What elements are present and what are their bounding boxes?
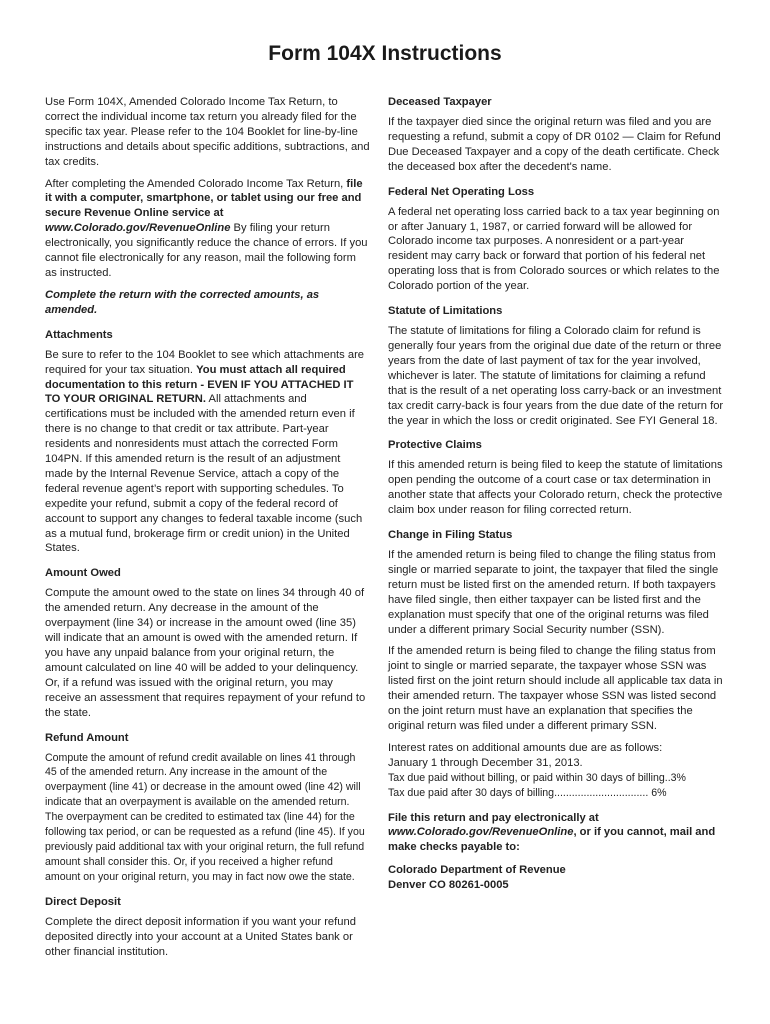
statute-paragraph: The statute of limitations for filing a Colorado claim for refund is generally four years from the original due date of the return or three years from the date of last payment of tax for the year involved, whichever is later. The statute of limitations for claiming a refund that is the result of a net operating loss carry-back or an investment tax credit carry-back is four years from the due date of the return for the year in which the loss or credit originated. See FYI General 18. bbox=[388, 325, 724, 427]
attachments-text-a: Be sure to refer to the 104 Booklet to see which attachments are required for your tax situation. bbox=[45, 348, 365, 376]
attachments-text-c: All attachments and certifications must be included with the amended return even if there is no change to that credit or tax attribute. Part-year residents and nonresidents must attach the corrected Form 104PN. If this amended return is the result of an adjustment made by the Internal Revenue Service, attach a copy of the federal revenue agent’s report with supporting schedules. To expedite your refund, submit a copy of the federal record of account to support any changes to federal taxable income (such as a mutual fund, brokerage firm or credit union) in the United States. bbox=[45, 393, 363, 555]
revenue-online-link[interactable]: www.Colorado.gov/RevenueOnline bbox=[45, 222, 231, 235]
direct-deposit-paragraph: Complete the direct deposit information if you want your refund deposited directly into your account at a United States bank or other financial institution. bbox=[45, 915, 356, 958]
mailing-address bbox=[388, 863, 726, 893]
nol-paragraph: A federal net operating loss carried back to a tax year beginning on or after January 1, 1987, or carried forward will be allowed for Colorado income tax purposes. A nonresident or a part-year resident may carry back or forward that portion of his federal net operating loss that is from Colorado sources or which relates to the Colorado portion of the year. bbox=[388, 205, 720, 293]
file-text-a: File this return and pay electronically at bbox=[388, 811, 599, 824]
efile-paragraph bbox=[45, 177, 370, 281]
interest-period: January 1 through December 31, 2013. bbox=[388, 756, 583, 769]
intro-paragraph: Use Form 104X, Amended Colorado Income Tax Return, to correct the individual income tax return you already filed for the specific tax year. Please refer to the 104 Booklet for line-by-line instructions and details about specific additions, subtractions, and tax credits. bbox=[45, 96, 370, 168]
interest-intro: Interest rates on additional amounts due are as follows: bbox=[388, 741, 663, 754]
right-column bbox=[388, 95, 726, 900]
file-revenue-online-link[interactable]: www.Colorado.gov/RevenueOnline bbox=[388, 826, 574, 839]
amount-owed-heading: Amount Owed bbox=[45, 567, 121, 580]
address-line-2: Denver CO 80261-0005 bbox=[388, 879, 509, 892]
amount-owed-paragraph: Compute the amount owed to the state on lines 34 through 40 of the amended return. Any decrease in the amount of the overpayment (line 34) or increase in the amount owed (line 35) will indicate that an amount is owed with the amended return. If you have any unpaid balance from your original return, the amount calculated on line 40 will be added to your delinquency. Or, if a refund was issued with the original return, you may receive an assessment that requires repayment of your refund to the state. bbox=[45, 587, 366, 719]
interest-rate-1: Tax due paid without billing, or paid within 30 days of billing..3% bbox=[388, 771, 686, 784]
efile-text-a: After completing the Amended Colorado Income Tax Return, bbox=[45, 177, 347, 190]
efile-text-d: By filing your return electronically, you significantly reduce the chance of errors. If you cannot file electronically for any reason, mail the following form as instructed. bbox=[45, 222, 368, 279]
interest-rate-2: Tax due paid after 30 days of billing................................ 6% bbox=[388, 786, 667, 799]
refund-paragraph: Compute the amount of refund credit available on lines 41 through 45 of the amended return. Any increase in the amount of the overpayment (line 41) or decrease in the amount owed (line 42) will indicate that an overpayment is available on the amended return. The overpayment can be credited to estimated tax (line 44) for the following tax period, or can be requested as a refund (line 45). If you previously paid additional tax with your original return, the full refund amount shall consider this. Or, if you received a higher refund amount on your original return, you may in fact now owe the state. bbox=[45, 751, 365, 883]
page-title: Form 104X Instructions bbox=[268, 42, 502, 65]
filing-status-heading: Change in Filing Status bbox=[388, 529, 513, 542]
statute-heading: Statute of Limitations bbox=[388, 305, 503, 318]
address-line-1: Colorado Department of Revenue bbox=[388, 864, 566, 877]
attachments-paragraph bbox=[45, 348, 370, 557]
protective-heading: Protective Claims bbox=[388, 439, 482, 452]
filing-status-paragraph-2: If the amended return is being filed to change the filing status from joint to single or married separate, the taxpayer whose SSN was listed first on the joint return should include all applicable tax data in their amended return. The taxpayer whose SSN was listed second on the joint return must have an explanation that specifies the original return was filed under a different primary SSN. bbox=[388, 645, 723, 732]
direct-deposit-heading: Direct Deposit bbox=[45, 895, 121, 908]
refund-heading: Refund Amount bbox=[45, 731, 129, 744]
attachments-text-b: You must attach all required documentation to this return - EVEN IF YOU ATTACHED IT TO YOUR ORIGINAL RETURN. bbox=[45, 363, 354, 406]
file-text-c: , or if you cannot, mail and make checks payable to: bbox=[388, 826, 716, 854]
file-electronically-paragraph bbox=[388, 811, 726, 856]
nol-heading: Federal Net Operating Loss bbox=[388, 185, 535, 198]
left-column bbox=[45, 95, 370, 966]
complete-return-note: Complete the return with the corrected amounts, as amended. bbox=[45, 288, 320, 316]
protective-paragraph: If this amended return is being filed to keep the statute of limitations open pending the outcome of a court case or tax determination in another state that affects your Colorado return, check the protective claim box under reason for filing corrected return. bbox=[388, 459, 723, 517]
deceased-paragraph: If the taxpayer died since the original return was filed and you are requesting a refund, submit a copy of DR 0102 — Claim for Refund Due Deceased Taxpayer and a copy of the death certificate. Check the deceased box after the decedent's name. bbox=[388, 116, 721, 173]
filing-status-paragraph-1: If the amended return is being filed to change the filing status from single or married separate to joint, the taxpayer that filed the single return must be listed first on the amended return. If both taxpayers have filed single, then either taxpayer can be listed first and the explanation must specify that one of the original returns was filed under a different primary Social Security number (SSN). bbox=[388, 549, 719, 636]
attachments-heading: Attachments bbox=[45, 328, 113, 341]
deceased-heading: Deceased Taxpayer bbox=[388, 96, 492, 108]
efile-text-b: file it with a computer, smartphone, or tablet using our free and secure Revenue Online service at bbox=[45, 177, 363, 220]
interest-block bbox=[388, 741, 726, 801]
